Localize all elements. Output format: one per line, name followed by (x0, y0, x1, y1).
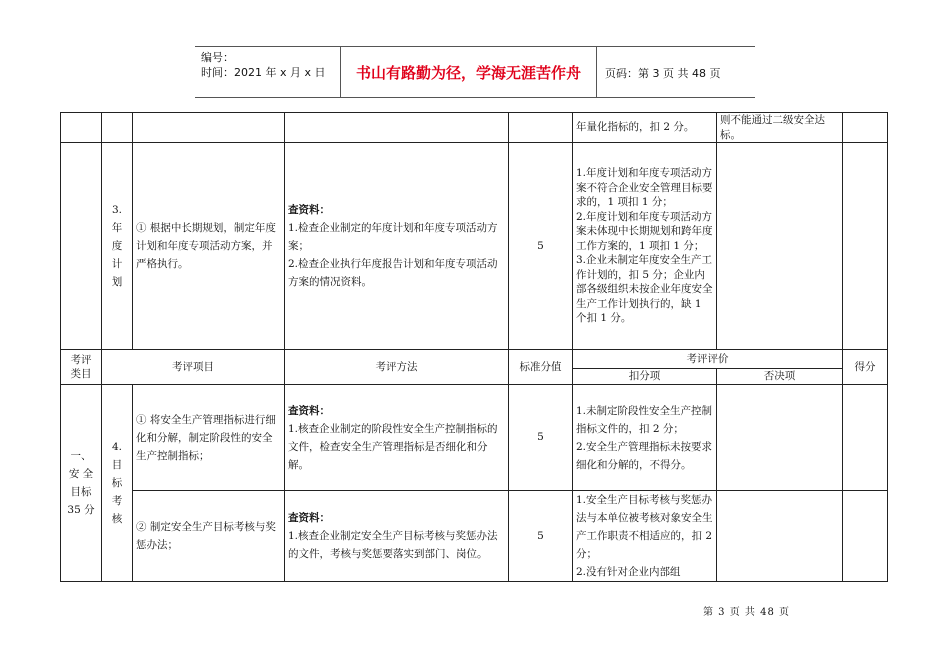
method-body: 1.核查企业制定安全生产目标考核与奖惩办法的文件，考核与奖惩要落实到部门、岗位。 (288, 530, 498, 560)
category-cell (61, 143, 102, 350)
result-cell (843, 143, 888, 350)
page-footer: 第 3 页 共 48 页 (703, 607, 790, 618)
header-project: 考评项目 (102, 350, 285, 385)
method-title: 查资料： (288, 512, 330, 524)
deduction-cell: 1.安全生产目标考核与奖惩办法与本单位被考核对象安全生产工作职责不相适应的，扣 2 分； 2.没有针对企业内部组 (573, 491, 717, 582)
result-cell (843, 113, 888, 143)
table-row (61, 113, 888, 143)
category-cell (61, 113, 102, 143)
method-cell (285, 143, 509, 350)
header-veto-item: 否决项 (717, 369, 843, 385)
document-number-label: 编号： (201, 51, 234, 64)
header-left (201, 50, 326, 80)
deduction-cell: 1.年度计划和年度专项活动方案不符合企业安全管理目标要求的，1 项扣 1 分； 2.年度计划和年度专项活动方案未体现中长期规划和跨年度工作方案的，1 项扣 1 分； 3.企业未制定年度安全生产工作计划的，扣 5 分；企业内部各级组织未按企业年度安全生产工作计划执行的，缺 1 个扣 1 分。 (573, 143, 717, 350)
veto-cell (717, 143, 843, 350)
header-deduct-item: 扣分项 (573, 369, 717, 385)
veto-cell (717, 385, 843, 491)
veto-cell (717, 491, 843, 582)
category-cell: 一、 安 全 目标 35 分 (61, 385, 102, 582)
deduction-cell: 1.未制定阶段性安全生产控制指标文件的，扣 2 分； 2.安全生产管理指标未按要求细化和分解的，不得分。 (573, 385, 717, 491)
page-header (195, 46, 755, 98)
score-cell: 5 (509, 143, 573, 350)
header-standard-score: 标准分值 (509, 350, 573, 385)
header-page-label: 页码：第 3 页 共 48 页 (605, 67, 721, 80)
method-cell (285, 491, 509, 582)
table-header-row (61, 350, 888, 369)
item-cell (102, 113, 133, 143)
content-cell: ① 将安全生产管理指标进行细化和分解，制定阶段性的安全生产控制指标； (133, 385, 285, 491)
item-cell: 3. 年 度 计 划 (102, 143, 133, 350)
score-cell: 5 (509, 385, 573, 491)
table-row (61, 143, 888, 350)
result-cell (843, 385, 888, 491)
assessment-table (60, 112, 888, 582)
table-row (61, 385, 888, 491)
header-evaluation: 考评评价 (573, 350, 843, 369)
score-cell: 5 (509, 491, 573, 582)
method-body: 1.检查企业制定的年度计划和年度专项活动方案； 2.检查企业执行年度报告计划和年度专项活动方案的情况资料。 (288, 222, 498, 288)
content-cell (133, 113, 285, 143)
score-cell (509, 113, 573, 143)
method-cell (285, 113, 509, 143)
item-cell: 4. 目 标 考 核 (102, 385, 133, 582)
veto-cell: 则不能通过二级安全达标。 (717, 113, 843, 143)
method-body: 1.核查企业制定的阶段性安全生产控制指标的文件，检查安全生产管理指标是否细化和分解。 (288, 422, 498, 471)
table-row (61, 491, 888, 582)
method-title: 查资料： (288, 204, 330, 216)
content-cell: ① 根据中长期规划，制定年度计划和年度专项活动方案，并严格执行。 (133, 143, 285, 350)
header-score: 得分 (843, 350, 888, 385)
result-cell (843, 491, 888, 582)
method-title: 查资料： (288, 404, 330, 417)
document-date-label: 时间：2021 年 x 月 x 日 (201, 66, 326, 79)
header-category: 考评 类目 (61, 350, 102, 385)
method-cell (285, 385, 509, 491)
content-cell: ② 制定安全生产目标考核与奖惩办法； (133, 491, 285, 582)
header-motto: 书山有路勤为径，学海无涯苦作舟 (340, 47, 597, 97)
deduction-cell: 年量化指标的，扣 2 分。 (573, 113, 717, 143)
header-method: 考评方法 (285, 350, 509, 385)
